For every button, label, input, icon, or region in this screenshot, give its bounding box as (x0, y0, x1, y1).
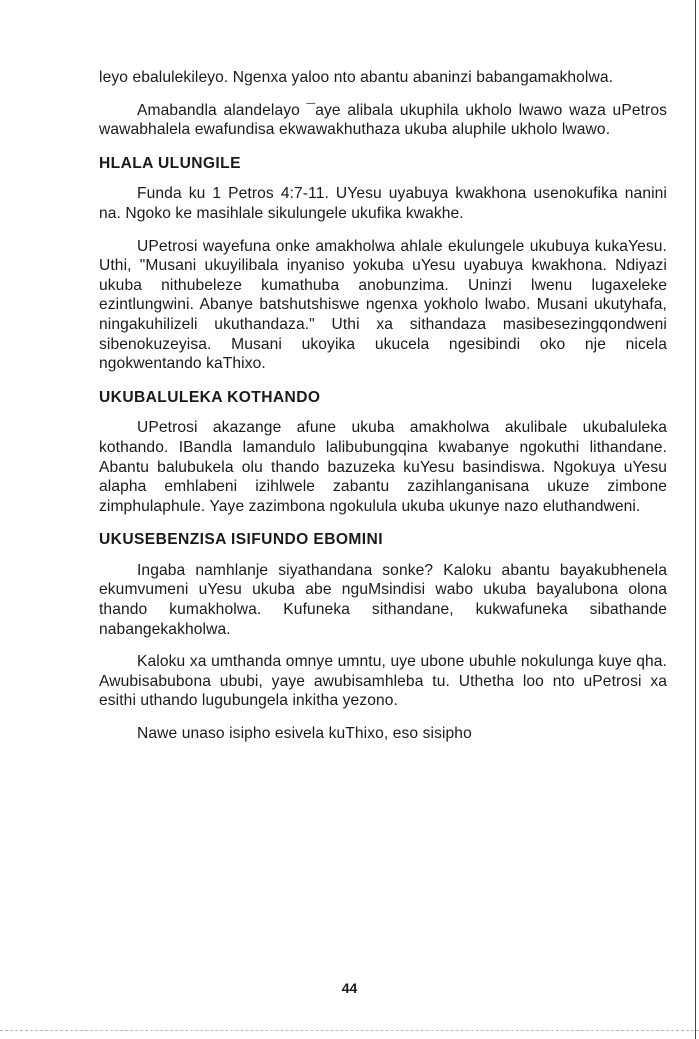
paragraph-kaloku-umthanda: Kaloku xa umthanda omnye umntu, uye ubone ubuhle nokulunga kuye qha. Awubisabubona ububi, yaye awubisamhleba tu. Uthetha loo nto uPetrosi xa esithi uthando lugubungela inkitha yezono. (99, 653, 667, 710)
section-heading-hlala-ulungile: HLALA ULUNGILE (99, 154, 241, 172)
paragraph-petrosi-wayefuna: UPetrosi wayefuna onke amakholwa ahlale ekulungele ukubuya kukaYesu. Uthi, "Musani ukuyilibala inyaniso yokuba uYesu uyabuya kwakhona. Ndiyazi ukuba nithubeleze kumathuba anobunzima. Uninzi lwenu lugaxeleke ezintlungwini. Abanye batshutshiswe ngenxa yokholo lwabo. Musani ukutyhafa, ningakuhilizeli ukuthandaza." Uthi xa sithandaza masibesezingqondweni sibenokuzeyisa. Musani ukoyika ukucela ngesibindi oko nje nicela ngokwentando kaThixo. (99, 237, 667, 373)
section-heading-ukubaluleka-kothando: UKUBALULEKA KOTHANDO (99, 388, 321, 406)
page-content (99, 68, 667, 744)
paragraph-churches: Amabandla alandelayo ¯aye alibala ukuphila ukholo lwawo waza uPetros wawabhalela ewafundisa ekwawakhuthaza ukuba aluphile ukholo lwawo. (99, 101, 667, 139)
bottom-edge-rule (0, 1030, 699, 1031)
paragraph-intro-continuation: leyo ebalulekileyo. Ngenxa yaloo nto abantu abaninzi babangamakholwa. (99, 69, 614, 86)
paragraph-love-importance: UPetrosi akazange afune ukuba amakholwa akulibale ukubaluleka kothando. IBandla lamandulo lalibubungqina kwabanye ngokuthi lithandane. Abantu balubukela olu thando bazuzeka kuYesu basindiswa. Ngokuya uYesu alapha emhlabeni izihlwele zabantu zazihlanganisana ukuze zimbone zimphulaphule. Yaye zazimbona ngokulula ukuba ukunye nazo eluthandweni. (99, 419, 667, 515)
paragraph-ingaba-namhlanje: Ingaba namhlanje siyathandana sonke? Kaloku abantu bayakubhenela ekumvumeni uYesu ukuba abe nguMsindisi wabo ukuba bayalubona olona thando kumakholwa. Kufuneka sithandane, kukwafuneka sibathande nabangekakholwa. (99, 561, 667, 638)
paragraph-nawe-unaso: Nawe unaso isipho esivela kuThixo, eso sisipho (137, 725, 472, 743)
page-edge (695, 0, 696, 1039)
section-heading-ukusebenzisa-isifundo: UKUSEBENZISA ISIFUNDO EBOMINI (99, 531, 383, 549)
paragraph-read-petros: Funda ku 1 Petros 4:7-11. UYesu uyabuya kwakhona usenokufika nanini na. Ngoko ke masihlale sikulungele ukufika kwakhe. (99, 185, 667, 222)
page-number: 44 (341, 980, 358, 996)
